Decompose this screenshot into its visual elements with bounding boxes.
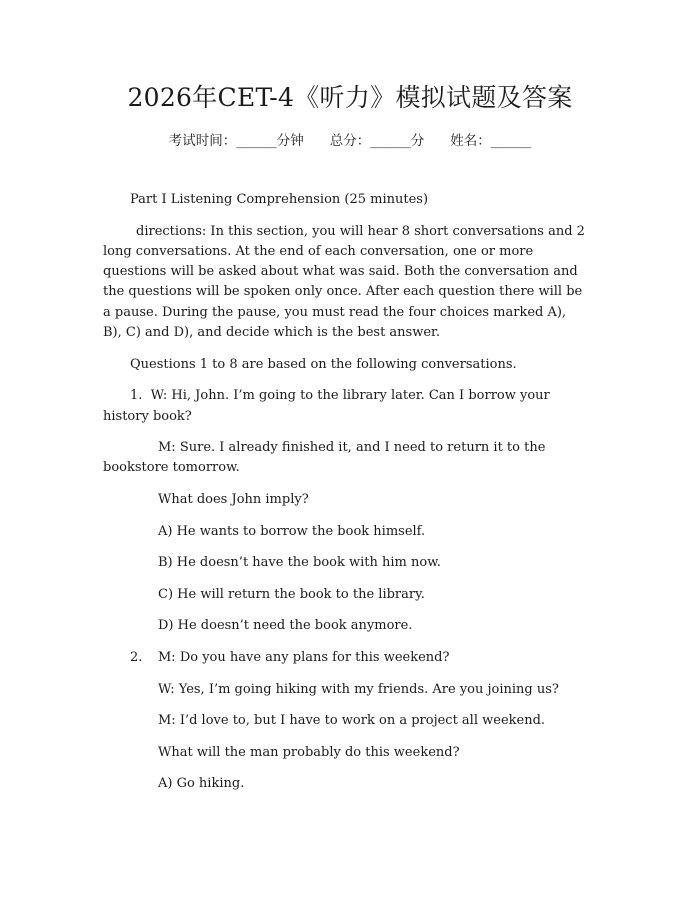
question-2-option-a: A) Go hiking.	[158, 776, 245, 792]
question-2-line-1: M: Do you have any plans for this weekend?	[158, 650, 450, 666]
question-1-number: 1.	[130, 388, 143, 404]
total-score-field: 总分：______分	[329, 133, 425, 149]
question-2-number: 2.	[130, 650, 143, 666]
question-1	[103, 386, 588, 427]
question-1-dialogue-w	[103, 386, 588, 427]
question-1-line-1: W: Hi, John. I’m going to the library later. Can I borrow your history book?	[103, 388, 550, 424]
question-2-line-3: M: I’d love to, but I have to work on a project all weekend.	[158, 713, 546, 729]
directions-paragraph: directions: In this section, you will hear 8 short conversations and 2 long conversations. At the end of each conversation, one or more questions will be asked about what was said. Both the conversation and the questions will be spoken only once. After each question there will be a pause. During the pause, you must read the four choices marked A), B), C) and D), and decide which is the best answer.	[103, 223, 585, 341]
question-2-prompt: What will the man probably do this weekend?	[158, 744, 460, 760]
exam-info-line	[0, 131, 700, 151]
question-1-option-d: D) He doesn’t need the book anymore.	[158, 618, 413, 634]
question-1-prompt: What does John imply?	[158, 492, 309, 508]
question-1-option-b: B) He doesn’t have the book with him now.	[158, 555, 441, 571]
name-field: 姓名：______	[450, 133, 532, 149]
section-heading: Part I Listening Comprehension (25 minutes)	[130, 192, 429, 207]
question-1-option-c: C) He will return the book to the library.	[158, 586, 425, 602]
question-1-dialogue-m: M: Sure. I already finished it, and I need to return it to the bookstore tomorrow.	[103, 440, 546, 476]
document-body	[103, 190, 588, 795]
exam-time-field: 考试时间：______分钟	[168, 133, 304, 149]
question-2-line-2: W: Yes, I’m going hiking with my friends. Are you joining us?	[158, 681, 559, 697]
document-title: 2026年CET-4《听力》模拟试题及答案	[127, 83, 573, 112]
questions-intro: Questions 1 to 8 are based on the following conversations.	[130, 356, 517, 372]
question-1-option-a: A) He wants to borrow the book himself.	[158, 523, 426, 539]
question-2	[103, 648, 588, 668]
